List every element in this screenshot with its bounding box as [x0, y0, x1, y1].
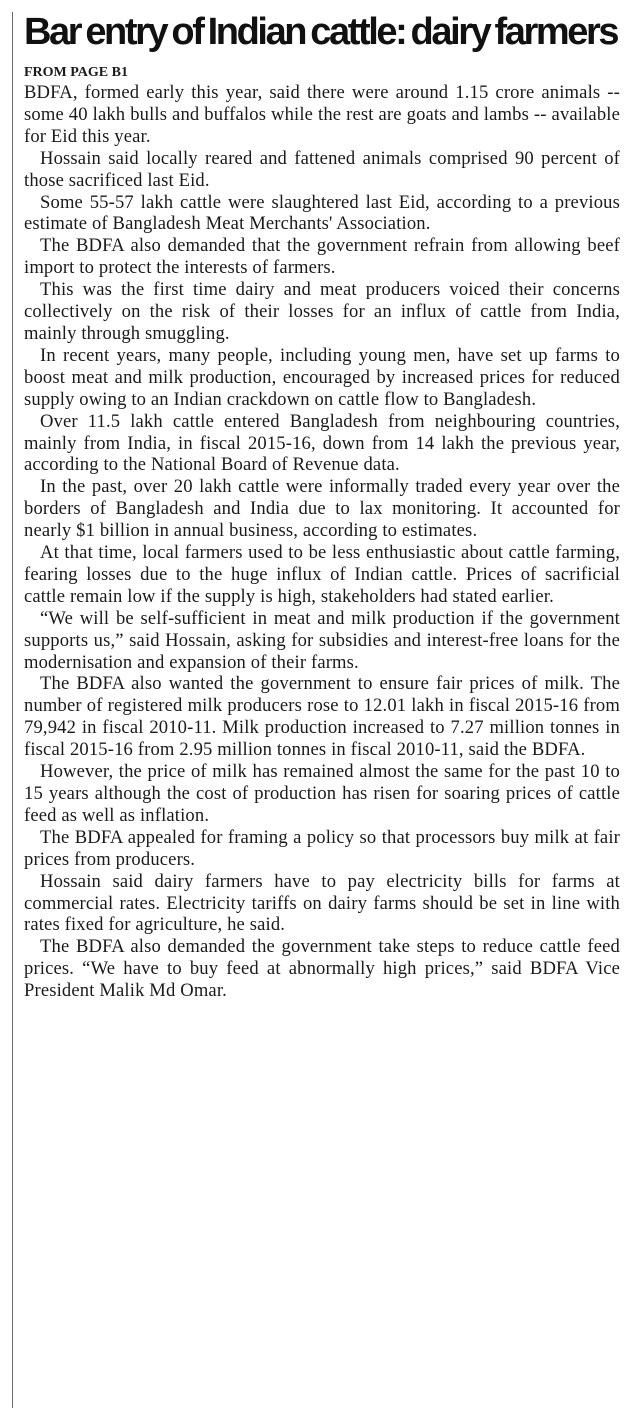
column-rule	[12, 12, 13, 1408]
paragraph: However, the price of milk has remained almost the same for the past 10 to 15 years although the cost of production has risen for soaring prices of cattle feed as well as inflation.	[24, 761, 620, 826]
paragraph: “We will be self-sufficient in meat and milk production if the government supports us,” said Hossain, asking for subsidies and interest-free loans for the modernisation and expansion of their farms.	[24, 607, 620, 673]
paragraph: Hossain said dairy farmers have to pay electricity bills for farms at commercial rates. Electricity tariffs on dairy farms should be set in line with rates fixed for agriculture, he said.	[24, 870, 620, 936]
continued-from-label: FROM PAGE B1	[24, 65, 128, 80]
paragraph: This was the first time dairy and meat producers voiced their concerns collectively on the risk of their losses for an influx of cattle from India, mainly through smuggling.	[24, 279, 620, 344]
paragraph: In recent years, many people, including young men, have set up farms to boost meat and milk production, encouraged by increased prices for reduced supply owing to an Indian crackdown on cattle flow to Bangladesh.	[24, 344, 620, 410]
news-article	[24, 6, 620, 1002]
paragraph: Over 11.5 lakh cattle entered Bangladesh from neighbouring countries, mainly from India, in fiscal 2015-16, down from 14 lakh the previous year, according to the National Board of Revenue data.	[24, 410, 620, 476]
paragraph: The BDFA appealed for framing a policy so that processors buy milk at fair prices from producers.	[24, 826, 620, 870]
paragraph: Hossain said locally reared and fattened animals comprised 90 percent of those sacrificed last Eid.	[24, 147, 620, 191]
paragraph: The BDFA also wanted the government to ensure fair prices of milk. The number of registered milk producers rose to 12.01 lakh in fiscal 2015-16 from 79,942 in fiscal 2010-11. Milk production increased to 7.27 million tonnes in fiscal 2015-16 from 2.95 million tonnes in fiscal 2010-11, said the BDFA.	[24, 673, 620, 761]
paragraph: BDFA, formed early this year, said there were around 1.15 crore animals -- some 40 lakh bulls and buffalos while the rest are goats and lambs -- available for Eid this year.	[24, 82, 620, 147]
paragraph: The BDFA also demanded the government take steps to reduce cattle feed prices. “We have to buy feed at abnormally high prices,” said BDFA Vice President Malik Md Omar.	[24, 936, 620, 1002]
paragraph: At that time, local farmers used to be less enthusiastic about cattle farming, fearing losses due to the huge influx of Indian cattle. Prices of sacrificial cattle remain low if the supply is high, stakeholders had stated earlier.	[24, 542, 620, 607]
paragraph: Some 55-57 lakh cattle were slaughtered last Eid, according to a previous estimate of Bangladesh Meat Merchants' Association.	[24, 191, 620, 235]
paragraph: The BDFA also demanded that the government refrain from allowing beef import to protect the interests of farmers.	[24, 235, 620, 279]
headline: Bar entry of Indian cattle: dairy farmers	[24, 11, 618, 53]
article-body	[24, 82, 620, 1002]
paragraph: In the past, over 20 lakh cattle were informally traded every year over the borders of Bangladesh and India due to lax monitoring. It accounted for nearly $1 billion in annual business, according to estimates.	[24, 476, 620, 542]
